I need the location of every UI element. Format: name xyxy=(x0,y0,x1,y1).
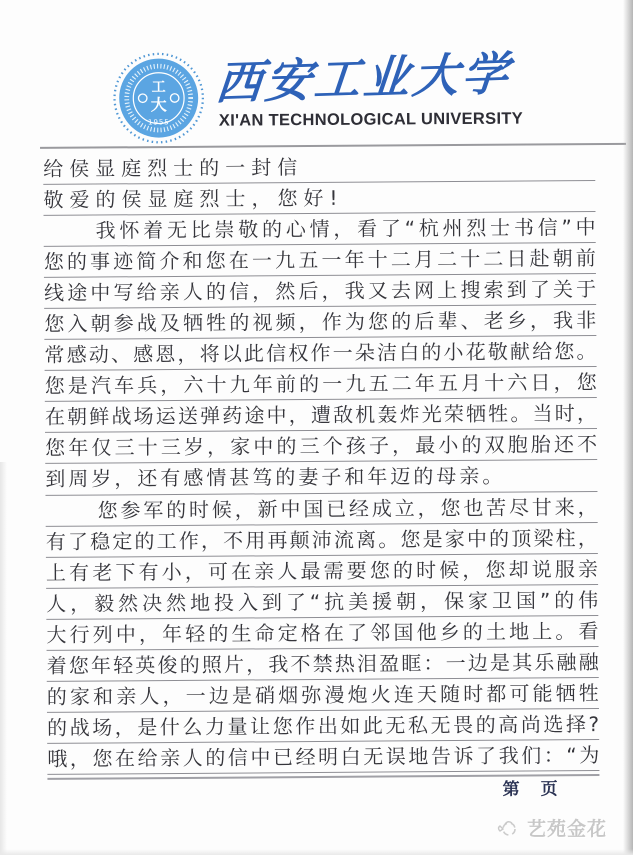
letter-line: 上有老下有小，可在亲人最需要您的时候，您却说服亲 xyxy=(46,554,598,589)
letter-line: 的战场，是什么力量让您作出如此无私无畏的高尚选择? xyxy=(47,709,599,744)
letter-line: 您参军的时候，新中国已经成立，您也苦尽甘来， xyxy=(45,492,597,527)
letter-line: 常感动、感恩，将以此信权作一朵洁白的小花敬献给您。 xyxy=(44,336,596,371)
letter-title-line: 给侯显庭烈士的一封信 xyxy=(43,150,595,185)
letter-line: 有了稳定的工作，不用再颠沛流离。您是家中的顶梁柱， xyxy=(46,523,598,558)
seal-year: 1955 xyxy=(147,117,170,127)
letter-line: 着您年轻英俊的照片，我不禁热泪盈眶：一边是其乐融融 xyxy=(47,647,599,682)
letter-line: 的家和亲人，一边是硝烟弥漫炮火连天随时都可能牺牲 xyxy=(47,678,599,713)
university-name-english: XI'AN TECHNOLOGICAL UNIVERSITY xyxy=(218,109,524,130)
letter-line: 您是汽车兵，六十九年前的一九五二年五月十六日，您 xyxy=(45,367,597,402)
watermark-text: 艺苑金花 xyxy=(527,818,608,840)
scan-edge-right xyxy=(623,0,633,855)
letter-line: 在朝鲜战场运送弹药途中，遭敌机轰炸光荣牺牲。当时， xyxy=(45,398,597,433)
seal-glyph-top: 工 xyxy=(151,79,166,96)
letter-body xyxy=(43,150,599,780)
letter-line: 哦，您在给亲人的信中已经明白无误地告诉了我们：“为 xyxy=(47,740,599,775)
university-name-chinese: 西安工业大学 xyxy=(213,46,514,111)
letter-line: 到周岁，还有感情甚笃的妻子和年迈的母亲。 xyxy=(45,461,597,496)
scan-edge-bottom xyxy=(0,849,633,855)
seal-glyph-center: 大 xyxy=(150,95,167,115)
letter-line: 您的事迹简介和您在一九五一年十二月二十二日赴朝前 xyxy=(44,243,596,278)
letter-line: 大行列中，年轻的生命定格在了邻国他乡的土地上。看 xyxy=(46,616,598,651)
page-number-label: 第 页 xyxy=(502,779,560,799)
letter-line: 人，毅然决然地投入到了“抗美援朝，保家卫国”的伟 xyxy=(46,585,598,620)
letter-line: 您入朝参战及牺牲的视频，作为您的后辈、老乡，我非 xyxy=(44,305,596,340)
letter-salutation: 敬爱的侯显庭烈士，您好! xyxy=(43,181,595,216)
university-seal-icon xyxy=(111,51,206,146)
letter-line: 我怀着无比崇敬的心情，看了“杭州烈士书信”中 xyxy=(44,212,596,247)
watermark xyxy=(496,814,607,841)
scan-edge-left xyxy=(0,462,7,855)
letter-line: 您年仅三十三岁，家中的三个孩子，最小的双胞胎还不 xyxy=(45,429,597,464)
watermark-logo-icon xyxy=(496,817,522,839)
letter-line: 线途中写给亲人的信，然后，我又去网上搜索到了关于 xyxy=(44,274,596,309)
